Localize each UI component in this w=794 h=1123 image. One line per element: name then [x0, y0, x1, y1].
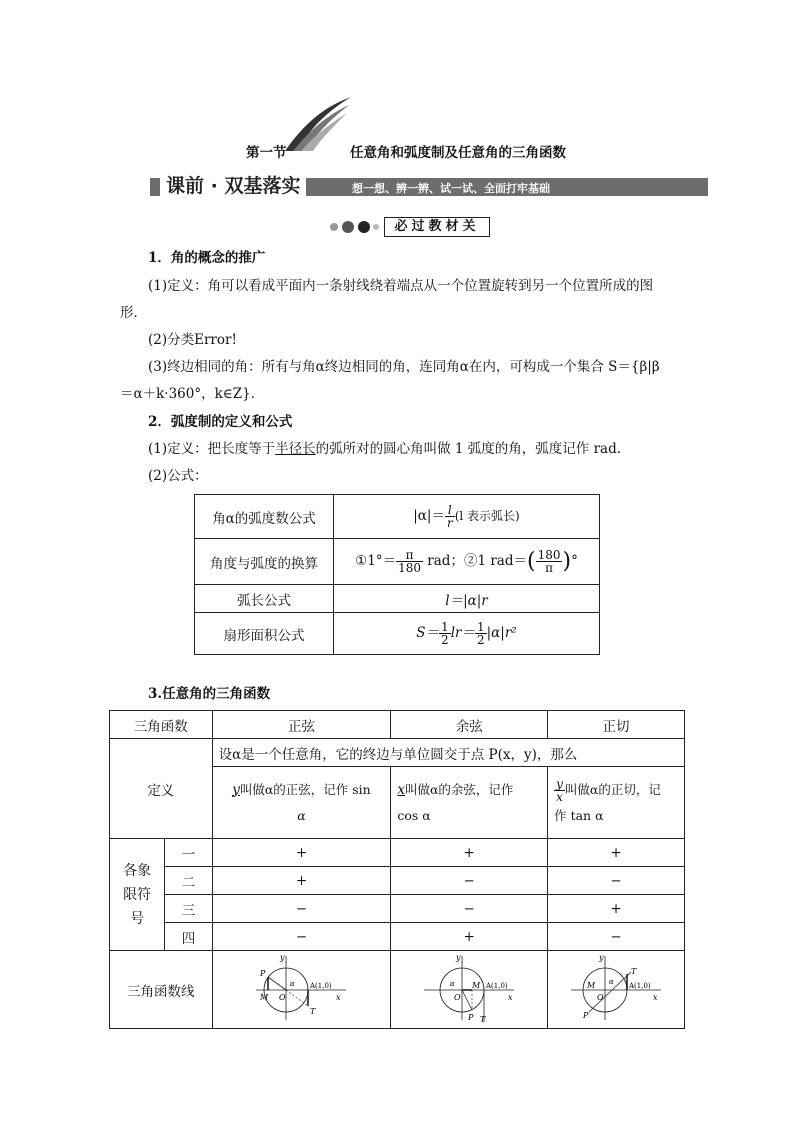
svg-text:A(1,0): A(1,0)	[629, 981, 651, 990]
def-sin: y叫做α的正弦，记作 sin α	[212, 767, 391, 839]
tan-line-diagram-cell	[548, 951, 685, 1029]
def-label: 定义	[110, 739, 213, 839]
svg-text:A(1,0): A(1,0)	[310, 981, 333, 990]
s1-p3a: (3)终边相同的角：所有与角α终边相同的角，连同角α在内，可构成一个集合 S＝{β|β	[148, 359, 660, 375]
sign-sin: −	[212, 923, 391, 951]
s2-p1-underlined: 半径长	[275, 441, 316, 457]
svg-text:T: T	[480, 1014, 486, 1024]
sign-cos: −	[391, 867, 548, 895]
banner-main: 课前 · 双基落实	[160, 171, 306, 198]
svg-text:y: y	[456, 952, 461, 962]
svg-text:α: α	[450, 979, 455, 988]
formula-row-label: 角α的弧度数公式	[195, 495, 334, 539]
svg-text:A(1,0): A(1,0)	[486, 981, 508, 990]
s1-p2: (2)分类Error!	[148, 332, 237, 348]
sign-tan: +	[548, 839, 685, 867]
svg-text:P: P	[260, 968, 266, 978]
def-tan: $\frac{y}{x}$ 叫做α的正切，记 作 tan α	[548, 767, 685, 839]
s1-p1a: (1)定义：角可以看成平面内一条射线绕着端点从一个位置旋转到另一个位置所成的图	[148, 278, 654, 294]
s2-p2: (2)公式：	[148, 468, 208, 484]
svg-text:α: α	[609, 977, 614, 986]
section-number: 第一节	[246, 145, 287, 161]
header-logo-swoosh	[283, 95, 353, 153]
quadrant-label: 四	[165, 923, 212, 951]
banner-sub: 想一想、辨一辨、试一试、全面打牢基础	[352, 182, 550, 195]
cos-line-diagram	[414, 952, 524, 1024]
svg-text:x: x	[653, 992, 658, 1002]
formula-row-label: 角度与弧度的换算	[195, 539, 334, 585]
sign-sin: −	[212, 895, 391, 923]
svg-text:α: α	[290, 979, 296, 988]
sign-tan: −	[548, 867, 685, 895]
badge-label: 必过教材关	[384, 217, 490, 237]
svg-text:T: T	[631, 966, 637, 976]
quadrant-label: 二	[165, 867, 212, 895]
badge-dots-icon	[328, 219, 380, 235]
sign-tan: −	[548, 923, 685, 951]
cos-line-diagram-cell	[391, 951, 548, 1029]
s2-heading: 2．弧度制的定义和公式	[148, 414, 293, 430]
svg-text:y: y	[599, 952, 604, 962]
def-common: 设α是一个任意角，它的终边与单位圆交于点 P(x，y)，那么	[212, 739, 684, 767]
svg-text:M: M	[472, 980, 481, 990]
formula-row-label: 扇形面积公式	[195, 613, 334, 655]
formula-row-label: 弧长公式	[195, 585, 334, 613]
svg-text:M: M	[260, 992, 269, 1002]
sign-cos: −	[391, 895, 548, 923]
col-header-func: 三角函数	[110, 711, 213, 739]
svg-text:M: M	[587, 980, 596, 990]
svg-text:P: P	[468, 1012, 474, 1022]
svg-text:O: O	[454, 992, 461, 1002]
def-cos: x叫做α的余弦，记作 cos α	[391, 767, 548, 839]
tan-line-diagram	[561, 952, 671, 1024]
page-title: 任意角和弧度制及任意角的三角函数	[350, 145, 566, 161]
formula-row-value: |α|＝ $\frac{l}{r}$ (l 表示弧长)	[334, 495, 600, 539]
col-header-tan: 正切	[548, 711, 685, 739]
formula-table	[194, 494, 600, 655]
quadrant-label: 三	[165, 895, 212, 923]
quadrant-label: 一	[165, 839, 212, 867]
formula-row-value: ①1°＝ $\frac{\pi}{180}$ rad；②1 rad＝( $\frac{180}{\pi}$ )°	[334, 539, 600, 585]
sin-line-diagram-cell	[212, 951, 391, 1029]
sign-cos: +	[391, 839, 548, 867]
svg-text:O: O	[597, 992, 604, 1002]
sign-cos: +	[391, 923, 548, 951]
s2-p1-post: 的弧所对的圆心角叫做 1 弧度的角，弧度记作 rad.	[315, 441, 622, 457]
svg-text:P: P	[583, 1010, 589, 1020]
trig-table	[109, 710, 685, 1029]
col-header-cos: 余弦	[391, 711, 548, 739]
sign-sin: +	[212, 867, 391, 895]
sign-sin: +	[212, 839, 391, 867]
s2-p1-pre: (1)定义：把长度等于	[148, 441, 276, 457]
s1-p1b: 形．	[120, 305, 147, 321]
s1-heading: 1．角的概念的推广	[148, 250, 266, 266]
s3-heading: 3.任意角的三角函数	[148, 686, 271, 702]
svg-text:x: x	[336, 992, 341, 1002]
lines-label: 三角函数线	[110, 951, 213, 1029]
formula-row-value: l＝|α|r	[334, 585, 600, 613]
svg-text:O: O	[279, 992, 287, 1002]
s2-p1	[148, 439, 621, 459]
svg-text:x: x	[508, 992, 513, 1002]
sin-line-diagram	[246, 952, 356, 1024]
sign-label: 各象 限符 号	[110, 839, 165, 951]
sign-tan: +	[548, 895, 685, 923]
svg-text:y: y	[280, 952, 285, 962]
svg-text:T: T	[310, 1006, 316, 1016]
col-header-sin: 正弦	[212, 711, 391, 739]
formula-row-value: S＝ $\frac{1}{2}$ lr＝ $\frac{1}{2}$ |α|r²	[334, 613, 600, 655]
s1-p3b: ＝α＋k·360°，k∈Z}．	[120, 386, 265, 402]
